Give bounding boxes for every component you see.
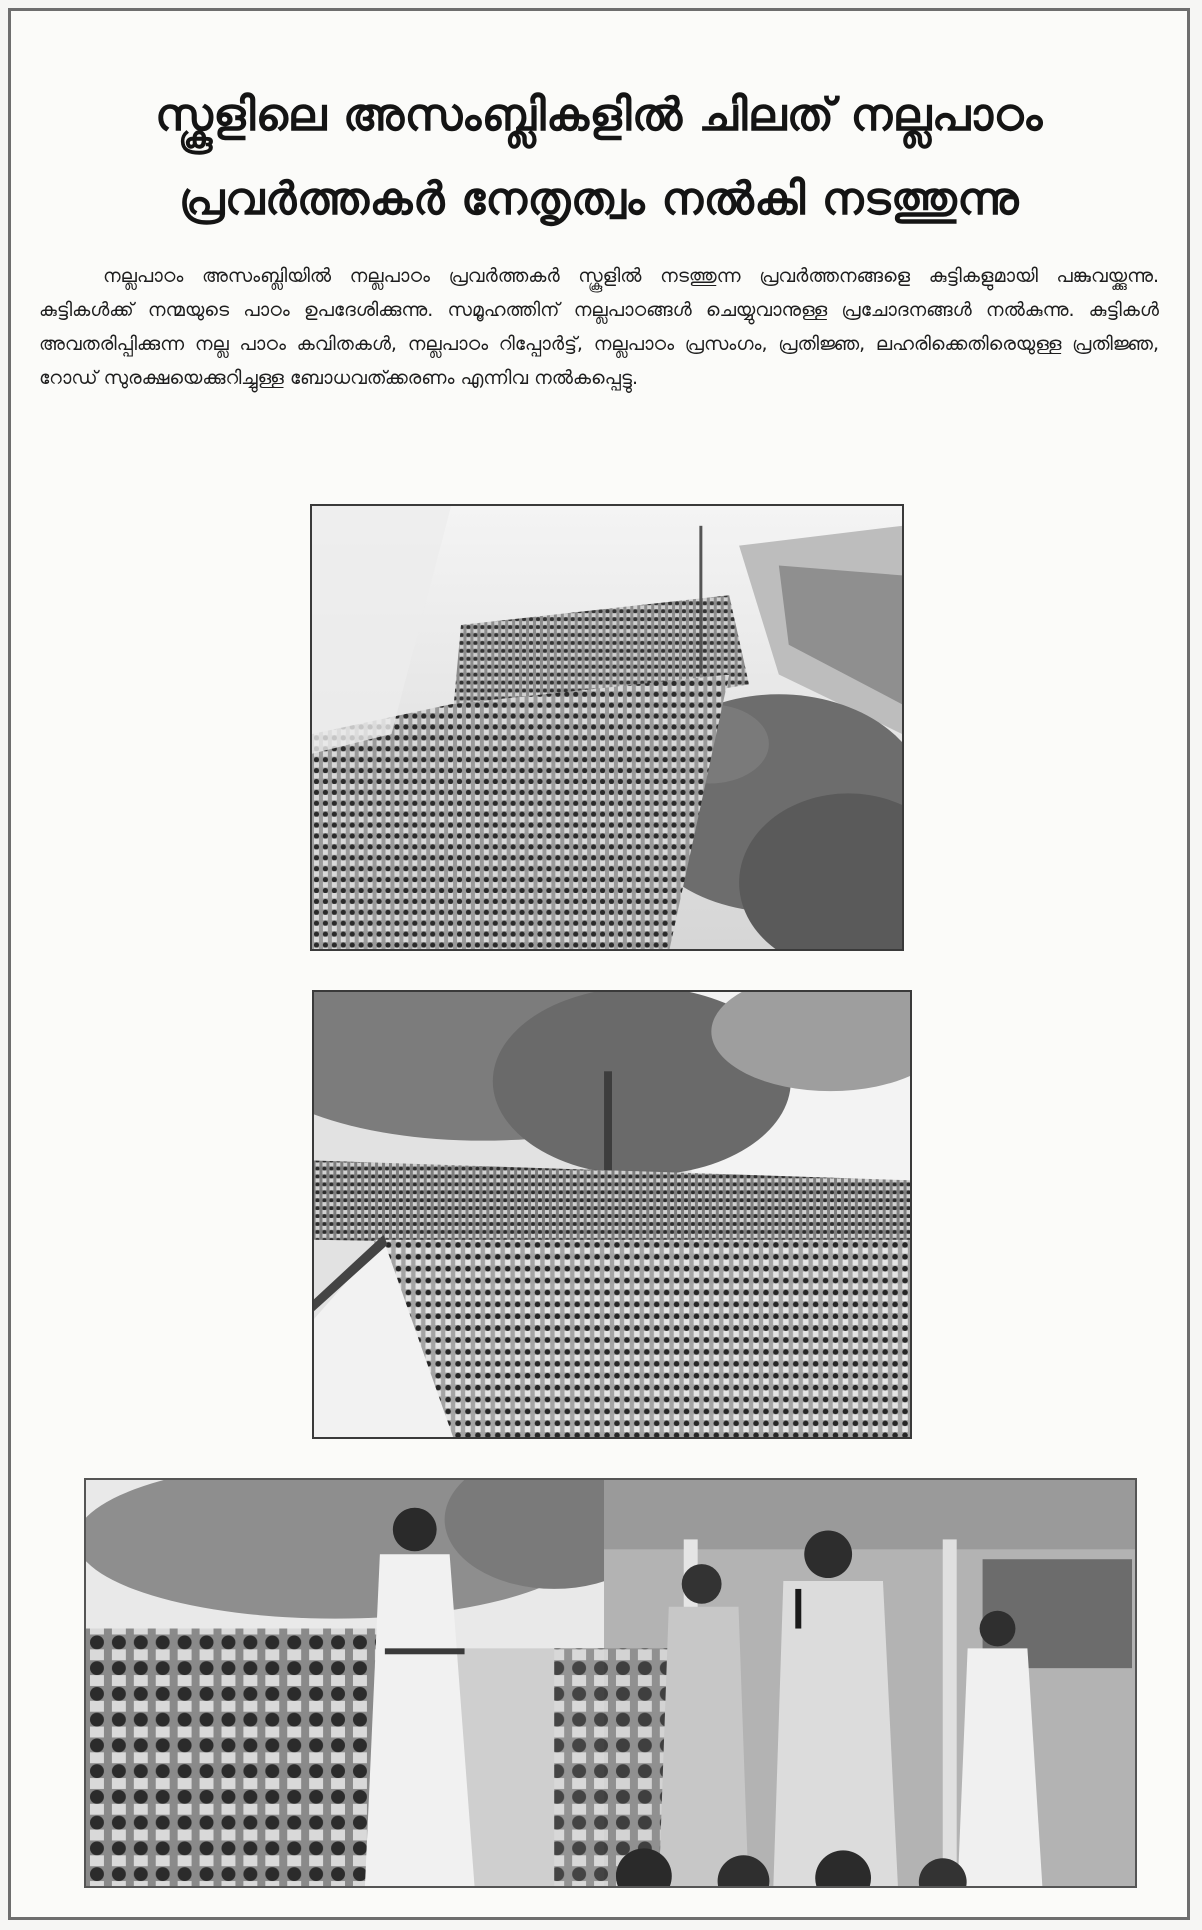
headline-line-2: പ്രവർത്തകർ നേതൃത്വം നൽകി നടത്തുന്നു: [178, 172, 1020, 225]
assembly-photo-3: [84, 1478, 1137, 1888]
assembly-photo-3-image: [86, 1480, 1135, 1886]
newspaper-clipping: [8, 8, 1190, 1920]
assembly-photo-1-image: [312, 506, 902, 949]
assembly-photo-1: [310, 504, 904, 951]
headline: [41, 73, 1157, 241]
article-body: നല്ലപാഠം അസംബ്ലിയിൽ നല്ലപാഠം പ്രവർത്തകർ സ്കൂളിൽ നടത്തുന്ന പ്രവർത്തനങ്ങളെ കുട്ടികളുമായി പങ്കുവയ്ക്കുന്നു. കുട്ടികൾക്ക് നന്മയുടെ പാഠം ഉപദേശിക്കുന്നു. സമൂഹത്തിന് നല്ലപാഠങ്ങൾ ചെയ്യുവാനുള്ള പ്രചോദനങ്ങൾ നൽകുന്നു. കുട്ടികൾ അവതരിപ്പിക്കുന്ന നല്ല പാഠം കവിതകൾ, നല്ലപാഠം റിപ്പോർട്ട്, നല്ലപാഠം പ്രസംഗം, പ്രതിജ്ഞ, ലഹരിക്കെതിരെയുള്ള പ്രതിജ്ഞ, റോഡ് സുരക്ഷയെക്കുറിച്ചുള്ള ബോധവത്ക്കരണം എന്നിവ നൽകപ്പെട്ടു.: [39, 265, 1159, 389]
headline-line-1: സ്കൂളിലെ അസംബ്ലികളിൽ ചിലത് നല്ലപാഠം: [155, 88, 1043, 141]
assembly-photo-2-image: [314, 992, 910, 1437]
assembly-photo-2: [312, 990, 912, 1439]
